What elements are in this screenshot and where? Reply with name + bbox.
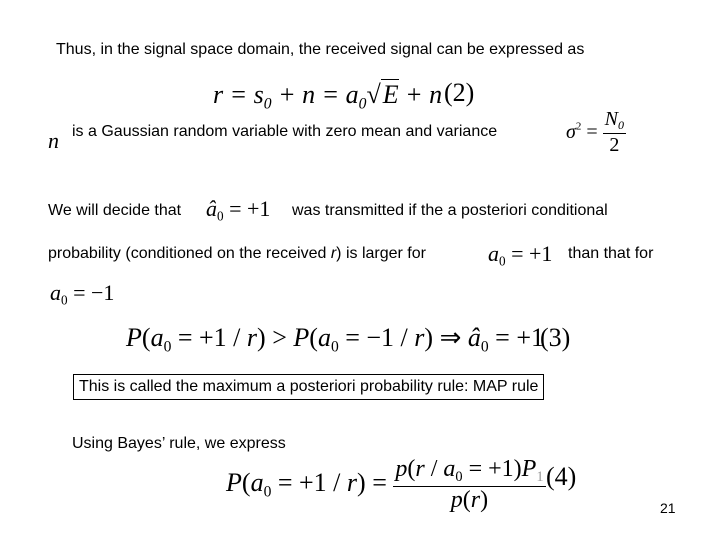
bayes-text: Using Bayes’ rule, we express [72, 435, 286, 452]
decide-text: We will decide that [48, 202, 182, 219]
a0-plus-one: $a_0 = +1$ [488, 241, 553, 269]
equation-4-number: (4) [546, 462, 577, 491]
intro-sentence: Thus, in the signal space domain, the received signal can be expressed as [56, 41, 585, 58]
than-text: than that for [568, 245, 654, 262]
equation-2-number: (2) [444, 78, 475, 107]
a0-minus-one: $a_0 = -1$ [50, 280, 115, 308]
transmitted-text: was transmitted if the a posteriori conditional [292, 202, 608, 219]
equation-4: $P(a_0 = +1 / r)$ = $\frac{p(r / a_0 = +1)P_1}{p(r)}$ [226, 456, 544, 514]
page-number: 21 [660, 500, 676, 516]
equation-3-number: (3) [540, 323, 571, 352]
map-rule-box: This is called the maximum a posteriori probability rule: MAP rule [73, 374, 544, 400]
gaussian-description: is a Gaussian random variable with zero mean and variance [72, 123, 498, 140]
probability-text: probability (conditioned on the received r) is larger for [48, 245, 426, 262]
decision-a0-plus: $â_0 = +1$ [206, 196, 271, 224]
equation-3: $P(a_0 = +1 / r) > P(a_0 = -1 / r)$ ⇒ $â_0 = +1$ [126, 323, 544, 356]
variance-expression: $\sigma^2$ = $\frac{N_0}{2}$ [566, 108, 624, 157]
equation-2: $r = s_0 + n = a_0√E + n$ [213, 80, 443, 113]
noise-symbol: n [48, 128, 59, 153]
